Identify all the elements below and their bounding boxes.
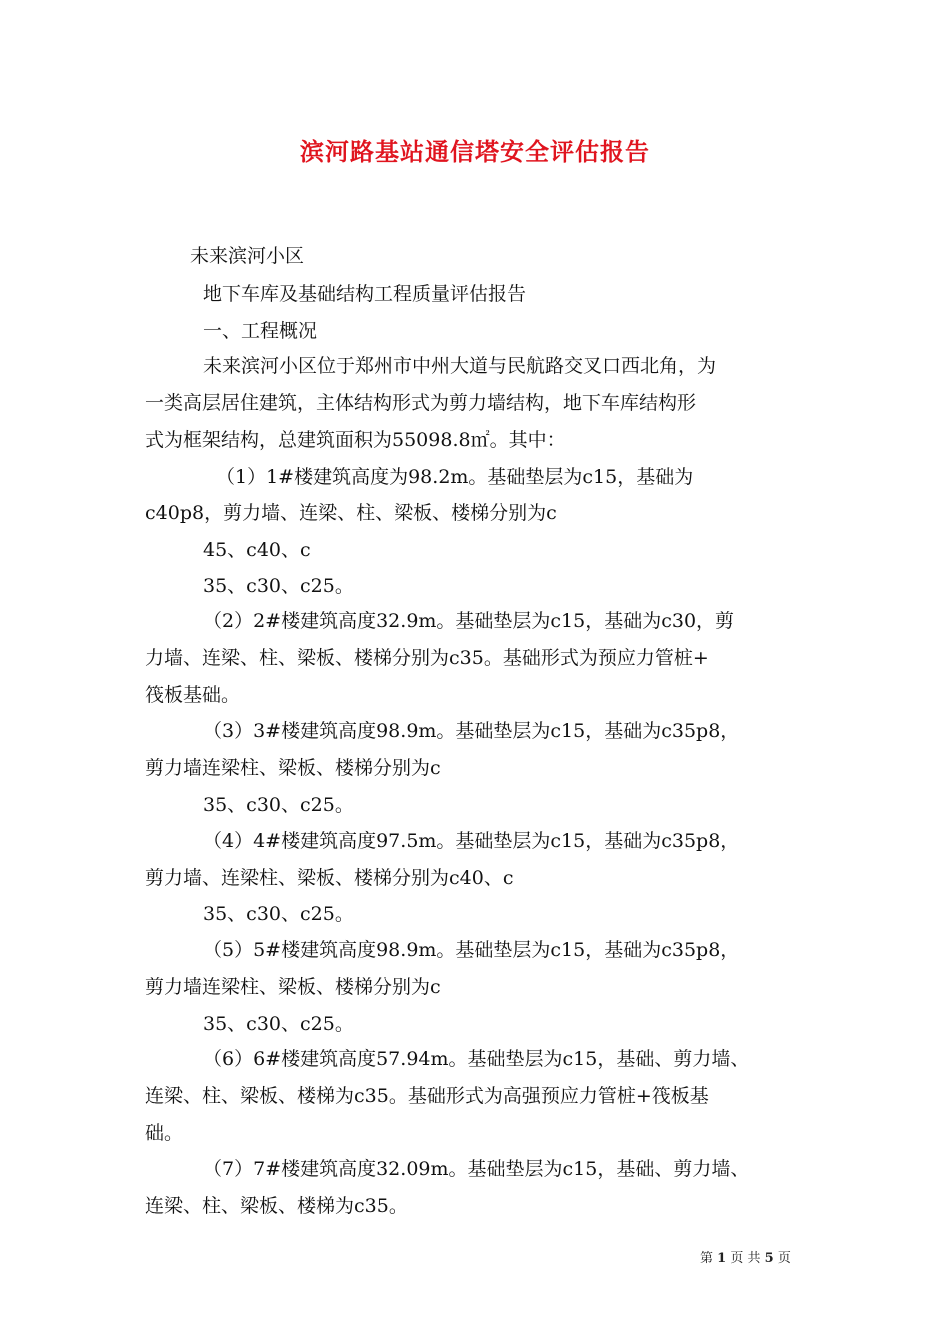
body-line: 未来滨河小区位于郑州市中州大道与民航路交叉口西北角，为	[203, 355, 717, 377]
body-line: 一、工程概况	[203, 320, 318, 342]
body-line: 筏板基础。	[145, 684, 241, 706]
body-line: （7）7#楼建筑高度32.09m。基础垫层为c15，基础、剪力墙、	[203, 1158, 750, 1180]
body-line: 未来滨河小区	[190, 245, 305, 267]
body-line: （5）5#楼建筑高度98.9m。基础垫层为c15，基础为c35p8，	[203, 939, 740, 961]
document-title: 滨河路基站通信塔安全评估报告	[300, 137, 650, 166]
footer-middle: 页 共	[730, 1251, 761, 1266]
footer-total-pages: 5	[764, 1251, 774, 1266]
footer-page-number: 1	[717, 1251, 727, 1266]
body-line: c40p8，剪力墙、连梁、柱、梁板、楼梯分别为c	[145, 502, 557, 524]
body-line: 础。	[145, 1122, 184, 1144]
body-line: （1）1#楼建筑高度为98.2m。基础垫层为c15，基础为	[216, 466, 694, 488]
body-line: （3）3#楼建筑高度98.9m。基础垫层为c15，基础为c35p8，	[203, 720, 740, 742]
page-footer	[700, 1247, 791, 1266]
footer-suffix: 页	[777, 1251, 791, 1266]
body-line: （6）6#楼建筑高度57.94m。基础垫层为c15，基础、剪力墙、	[203, 1048, 750, 1070]
body-line: 一类高层居住建筑，主体结构形式为剪力墙结构，地下车库结构形	[145, 392, 697, 414]
body-line: （2）2#楼建筑高度32.9m。基础垫层为c15，基础为c30，剪	[203, 610, 735, 632]
body-line: （4）4#楼建筑高度97.5m。基础垫层为c15，基础为c35p8，	[203, 830, 740, 852]
footer-prefix: 第	[700, 1251, 714, 1266]
body-line: 剪力墙连梁柱、梁板、楼梯分别为c	[145, 757, 441, 779]
body-line: 35、c30、c25。	[203, 903, 354, 925]
body-line: 力墙、连梁、柱、梁板、楼梯分别为c35。基础形式为预应力管桩+	[145, 647, 709, 669]
body-line: 连梁、柱、梁板、楼梯为c35。	[145, 1195, 408, 1217]
body-line: 35、c30、c25。	[203, 794, 354, 816]
body-line: 剪力墙、连梁柱、梁板、楼梯分别为c40、c	[145, 867, 514, 889]
body-line: 45、c40、c	[203, 539, 311, 561]
body-line: 35、c30、c25。	[203, 575, 354, 597]
body-line: 式为框架结构，总建筑面积为55098.8㎡。其中：	[145, 429, 566, 451]
body-line: 地下车库及基础结构工程质量评估报告	[203, 283, 527, 305]
body-line: 剪力墙连梁柱、梁板、楼梯分别为c	[145, 976, 441, 998]
body-line: 35、c30、c25。	[203, 1013, 354, 1035]
body-line: 连梁、柱、梁板、楼梯为c35。基础形式为高强预应力管桩+筏板基	[145, 1085, 709, 1107]
